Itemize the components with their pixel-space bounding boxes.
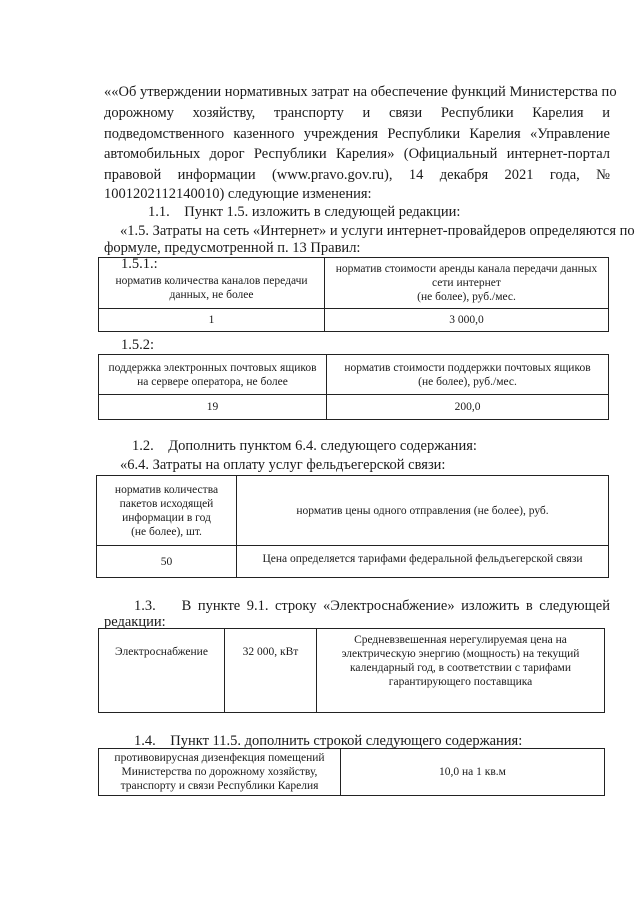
table-6-4-header-0: норматив количества пакетов исходящей информации в год (не более), шт. — [97, 476, 237, 546]
table-1-5-1-header-0: норматив количества каналов передачи данных, не более — [99, 258, 325, 309]
table-6-4-cell-0: 50 — [97, 546, 237, 578]
table-6-4-cell-1: Цена определяется тарифами федеральной фельдъегерской связи — [237, 546, 609, 578]
item-1-3-line-2: редакции: — [104, 614, 166, 630]
table-9-1 — [98, 628, 605, 713]
item-1-1: 1.1. Пункт 1.5. изложить в следующей редакции: — [148, 204, 461, 220]
intro-line-6: 1001202112140010) следующие изменения: — [104, 186, 372, 202]
item-1-2: 1.2. Дополнить пунктом 6.4. следующего содержания: — [132, 438, 477, 454]
item-1-4: 1.4. Пункт 11.5. дополнить строкой следующего содержания: — [134, 733, 523, 749]
table-1-5-1-header-1: норматив стоимости аренды канала передачи данных сети интернет (не более), руб./мес. — [325, 258, 609, 309]
p64: «6.4. Затраты на оплату услуг фельдъегерской связи: — [120, 457, 446, 473]
intro-line-2: дорожному хозяйству, транспорту и связи Республики Карелия и — [104, 105, 610, 121]
intro-line-3: подведомственного казенного учреждения Республики Карелия «Управление — [104, 126, 610, 142]
table-1-5-2-cell-1: 200,0 — [327, 395, 609, 420]
table-11-5-cell-1: 10,0 на 1 кв.м — [341, 749, 605, 796]
intro-line-1: ««Об утверждении нормативных затрат на обеспечение функций Министерства по — [104, 84, 617, 100]
table-9-1-cell-1: 32 000, кВт — [225, 629, 317, 713]
table-1-5-2-header-1: норматив стоимости поддержки почтовых ящиков (не более), руб./мес. — [327, 355, 609, 395]
table-6-4 — [96, 475, 609, 578]
table-11-5-cell-0: противовирусная дизенфекция помещений Министерства по дорожному хозяйству, транспорту и связи Республики Карелия — [99, 749, 341, 796]
table-1-5-2-header-0: поддержка электронных почтовых ящиков на сервере оператора, не более — [99, 355, 327, 395]
p15-line-1: «1.5. Затраты на сеть «Интернет» и услуги интернет-провайдеров определяются по — [120, 223, 635, 239]
table-9-1-cell-2: Средневзвешенная нерегулируемая цена на электрическую энергию (мощность) на текущий календарный год, в соответствии с тарифами гарантирующего поставщика — [317, 629, 605, 713]
table-9-1-cell-0: Электроснабжение — [99, 629, 225, 713]
table-6-4-header-1: норматив цены одного отправления (не более), руб. — [237, 476, 609, 546]
intro-line-4: автомобильных дорог Республики Карелия» (Официальный интернет-портал — [104, 146, 610, 162]
label-1-5-2: 1.5.2: — [121, 337, 155, 353]
table-1-5-1-cell-1: 3 000,0 — [325, 309, 609, 332]
table-11-5 — [98, 748, 605, 796]
table-1-5-2-cell-0: 19 — [99, 395, 327, 420]
table-1-5-2 — [98, 354, 609, 420]
p15-line-2: формуле, предусмотренной п. 13 Правил: — [104, 240, 361, 256]
label-1-5-1: 1.5.1.: — [121, 256, 158, 272]
item-1-3-line-1: 1.3. В пункте 9.1. строку «Электроснабжение» изложить в следующей — [134, 598, 610, 614]
table-1-5-1 — [98, 257, 609, 332]
table-1-5-1-cell-0: 1 — [99, 309, 325, 332]
intro-line-5: правовой информации (www.pravo.gov.ru), 14 декабря 2021 года, № — [104, 167, 610, 183]
